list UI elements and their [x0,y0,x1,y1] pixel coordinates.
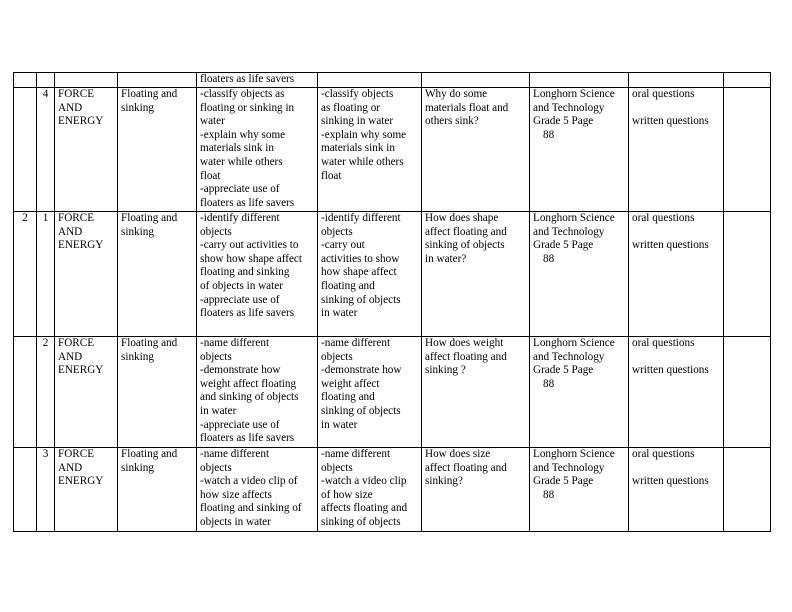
cell-line: weight affect floating [200,377,297,390]
cell-line: sinking [121,101,154,114]
cell-line: FORCE [58,88,95,100]
inquiry-question-cell [422,337,530,448]
table-row [14,337,771,448]
cell-line: Grade 5 Page [533,364,594,377]
cell-line: and Technology [533,461,605,474]
cell-line: affect floating and [425,225,507,238]
cell-line: Floating and [121,337,178,349]
cell-line: sinking of objects [321,515,401,528]
cell-line: affect floating and [425,350,507,363]
cell-line: objects [321,461,353,474]
learning-experiences-cell [318,88,422,212]
learning-resources-cell [530,337,629,448]
table-body [14,73,771,532]
sub-strand-cell [118,337,197,448]
cell-line: floating and sinking of [200,502,302,515]
learning-experiences-cell [318,448,422,532]
cell-line: affect floating and [425,461,507,474]
learning-experiences-cell [318,337,422,448]
cell-line: floaters as life savers [200,73,295,85]
assessment-cell [629,448,724,532]
cell-line: water while others [321,155,404,168]
assessment-cell [629,212,724,337]
cell-line: in water [321,307,358,320]
strand-cell [55,448,118,532]
learning-outcomes-cell [197,73,318,88]
cell-line: activities to show [321,252,400,265]
lesson-cell: 2 [37,337,55,448]
cell-line: materials sink in [321,142,395,155]
cell-line: how size affects [200,488,272,501]
cell-line: Longhorn Science [533,337,615,349]
cell-line: in water [321,418,358,431]
assessment-cell [629,73,724,88]
cell-line: -watch a video clip of [200,475,298,488]
inquiry-question-cell [422,88,530,212]
cell-line: -demonstrate how [321,364,402,377]
week-cell: 2 [14,212,37,337]
cell-line: water [200,115,225,128]
cell-line: How does shape [425,212,499,224]
cell-line: and Technology [533,225,605,238]
learning-resources-cell [530,88,629,212]
cell-line: in water? [425,252,467,265]
scheme-of-work-table [13,72,771,532]
cell-line: 88 [543,377,555,390]
cell-line: floaters as life savers [200,432,295,445]
cell-line: sinking [121,350,154,363]
cell-line: AND [58,225,83,238]
cell-line: ENERGY [58,115,104,128]
cell-line: How does size [425,448,491,460]
cell-line: sinking? [425,475,463,488]
cell-line: oral questions [632,88,695,100]
remarks-cell [724,212,771,337]
strand-cell [55,88,118,212]
cell-line: FORCE [58,448,95,460]
sub-strand-cell [118,88,197,212]
lesson-cell: 1 [37,212,55,337]
cell-line: materials float and [425,101,509,114]
learning-outcomes-cell [197,212,318,337]
learning-resources-cell [530,448,629,532]
cell-line: Grade 5 Page [533,115,594,128]
cell-line: AND [58,101,83,114]
cell-line: oral questions [632,212,695,224]
cell-line: and Technology [533,350,605,363]
cell-line: ENERGY [58,475,104,488]
cell-line: objects [321,350,353,363]
cell-line: floating and [321,279,375,292]
cell-line: ENERGY [58,239,104,252]
cell-line: objects [200,350,232,363]
cell-line: Floating and [121,212,178,224]
cell-line: written questions [632,115,709,128]
cell-line: -name different [200,337,270,349]
cell-line: materials sink in [200,142,274,155]
cell-line [632,462,720,476]
cell-line: floating and [321,391,375,404]
cell-line: -carry out activities to [200,239,299,252]
cell-line: objects [200,461,232,474]
cell-line: -classify objects [321,88,394,100]
sub-strand-cell [118,73,197,88]
cell-line: of how size [321,488,373,501]
remarks-cell [724,448,771,532]
lesson-cell: 4 [37,88,55,212]
cell-line: -appreciate use of [200,183,280,196]
cell-line: others sink? [425,115,479,128]
cell-line: show how shape affect [200,252,303,265]
cell-line: sinking [121,225,154,238]
inquiry-question-cell [422,212,530,337]
cell-line: written questions [632,364,709,377]
cell-line: -appreciate use of [200,293,280,306]
cell-line: oral questions [632,448,695,460]
remarks-cell [724,73,771,88]
cell-line: Longhorn Science [533,212,615,224]
cell-line: 88 [543,128,555,141]
cell-line: sinking of objects [321,404,401,417]
cell-line: weight affect [321,377,380,390]
cell-line: FORCE [58,337,95,349]
cell-line: floating or sinking in [200,101,295,114]
cell-line: -watch a video clip [321,475,407,488]
cell-line: 88 [543,488,555,501]
cell-line: ENERGY [58,364,104,377]
cell-line: Longhorn Science [533,448,615,460]
cell-line: -classify objects as [200,88,285,100]
cell-line [632,351,720,365]
remarks-cell [724,88,771,212]
cell-line: Why do some [425,88,488,100]
learning-resources-cell [530,212,629,337]
inquiry-question-cell [422,448,530,532]
assessment-cell [629,337,724,448]
cell-line [632,102,720,116]
table-row [14,73,771,88]
cell-line: written questions [632,475,709,488]
cell-line: in water [200,404,237,417]
table-row [14,212,771,337]
cell-line: oral questions [632,337,695,349]
cell-line: affects floating and [321,502,408,515]
cell-line: -identify different [200,212,280,224]
table-row [14,448,771,532]
cell-line: Floating and [121,448,178,460]
cell-line: objects [200,225,232,238]
learning-outcomes-cell [197,448,318,532]
cell-line: as floating or [321,101,381,114]
lesson-cell: 3 [37,448,55,532]
assessment-cell [629,88,724,212]
learning-experiences-cell [318,73,422,88]
strand-cell [55,212,118,337]
cell-line: Floating and [121,88,178,100]
cell-line: Grade 5 Page [533,475,594,488]
cell-line: objects [321,225,353,238]
cell-line: of objects in water [200,279,283,292]
cell-line: -identify different [321,212,401,224]
cell-line [632,226,720,240]
sub-strand-cell [118,212,197,337]
cell-line: how shape affect [321,266,397,279]
cell-line: -demonstrate how [200,364,281,377]
learning-resources-cell [530,73,629,88]
cell-line: -name different [200,448,270,460]
learning-outcomes-cell [197,337,318,448]
week-cell [14,88,37,212]
cell-line: floaters as life savers [200,307,295,320]
cell-line: 88 [543,252,555,265]
cell-line: float [200,169,221,182]
cell-line: water while others [200,155,283,168]
cell-line: sinking of objects [425,239,505,252]
strand-cell [55,337,118,448]
cell-line: -carry out [321,239,365,252]
cell-line: and Technology [533,101,605,114]
week-cell [14,448,37,532]
cell-line: sinking in water [321,115,394,128]
cell-line: -appreciate use of [200,418,280,431]
learning-experiences-cell [318,212,422,337]
cell-line: floating and sinking [200,266,290,279]
cell-line: AND [58,350,83,363]
learning-outcomes-cell [197,88,318,212]
cell-line: sinking of objects [321,293,401,306]
table-row [14,88,771,212]
week-cell [14,73,37,88]
cell-line: and sinking of objects [200,391,299,404]
cell-line: written questions [632,239,709,252]
sub-strand-cell [118,448,197,532]
cell-line: -explain why some [200,128,286,141]
cell-line: FORCE [58,212,95,224]
remarks-cell [724,337,771,448]
lesson-cell [37,73,55,88]
cell-line: float [321,169,342,182]
cell-line: -name different [321,448,391,460]
cell-line: floaters as life savers [200,196,295,209]
cell-line: AND [58,461,83,474]
strand-cell [55,73,118,88]
cell-line: How does weight [425,337,504,349]
cell-line: Grade 5 Page [533,239,594,252]
cell-line: sinking [121,461,154,474]
cell-line: -name different [321,337,391,349]
cell-line: objects in water [200,515,271,528]
cell-line: -explain why some [321,128,407,141]
inquiry-question-cell [422,73,530,88]
week-cell [14,337,37,448]
cell-line: Longhorn Science [533,88,615,100]
cell-line: sinking ? [425,364,466,377]
